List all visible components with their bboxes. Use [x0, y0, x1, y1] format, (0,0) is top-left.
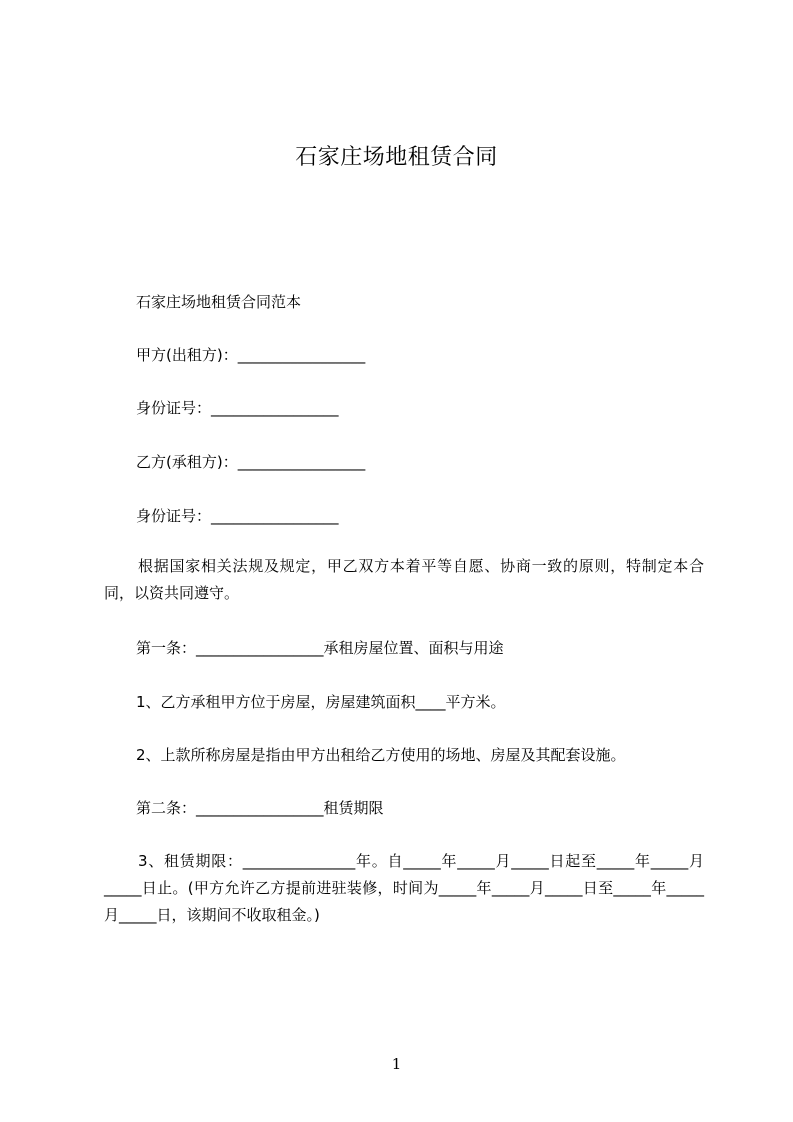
article-1-heading: 第一条：_________________承租房屋位置、面积与用途 [136, 639, 504, 657]
article-2-heading: 第二条：_________________租赁期限 [136, 799, 384, 817]
document-title: 石家庄场地租赁合同 [295, 145, 498, 170]
party-a-field: 甲方(出租方)：_________________ [136, 346, 366, 364]
intro-paragraph: 根据国家相关法规及规定，甲乙双方本着平等自愿、协商一致的原则，特制定本合同，以资共同遵守。 [104, 557, 704, 602]
clause-3: 3、租赁期限：_______________年。自_____年_____月_____日起至_____年_____月_____日止。(甲方允许乙方提前进驻装修，时间为_____年_____月_____日至_____年_____月_____日，该期间不收取租金。) [104, 852, 704, 924]
party-b-field: 乙方(承租方)：_________________ [136, 453, 366, 471]
page-number: 1 [391, 1055, 402, 1073]
clause-2: 2、上款所称房屋是指由甲方出租给乙方使用的场地、房屋及其配套设施。 [136, 746, 626, 764]
party-a-id-field: 身份证号：_________________ [136, 399, 339, 417]
document-subtitle: 石家庄场地租赁合同范本 [136, 293, 302, 311]
party-b-id-field: 身份证号：_________________ [136, 507, 339, 525]
clause-1: 1、乙方承租甲方位于房屋，房屋建筑面积____平方米。 [136, 693, 506, 711]
